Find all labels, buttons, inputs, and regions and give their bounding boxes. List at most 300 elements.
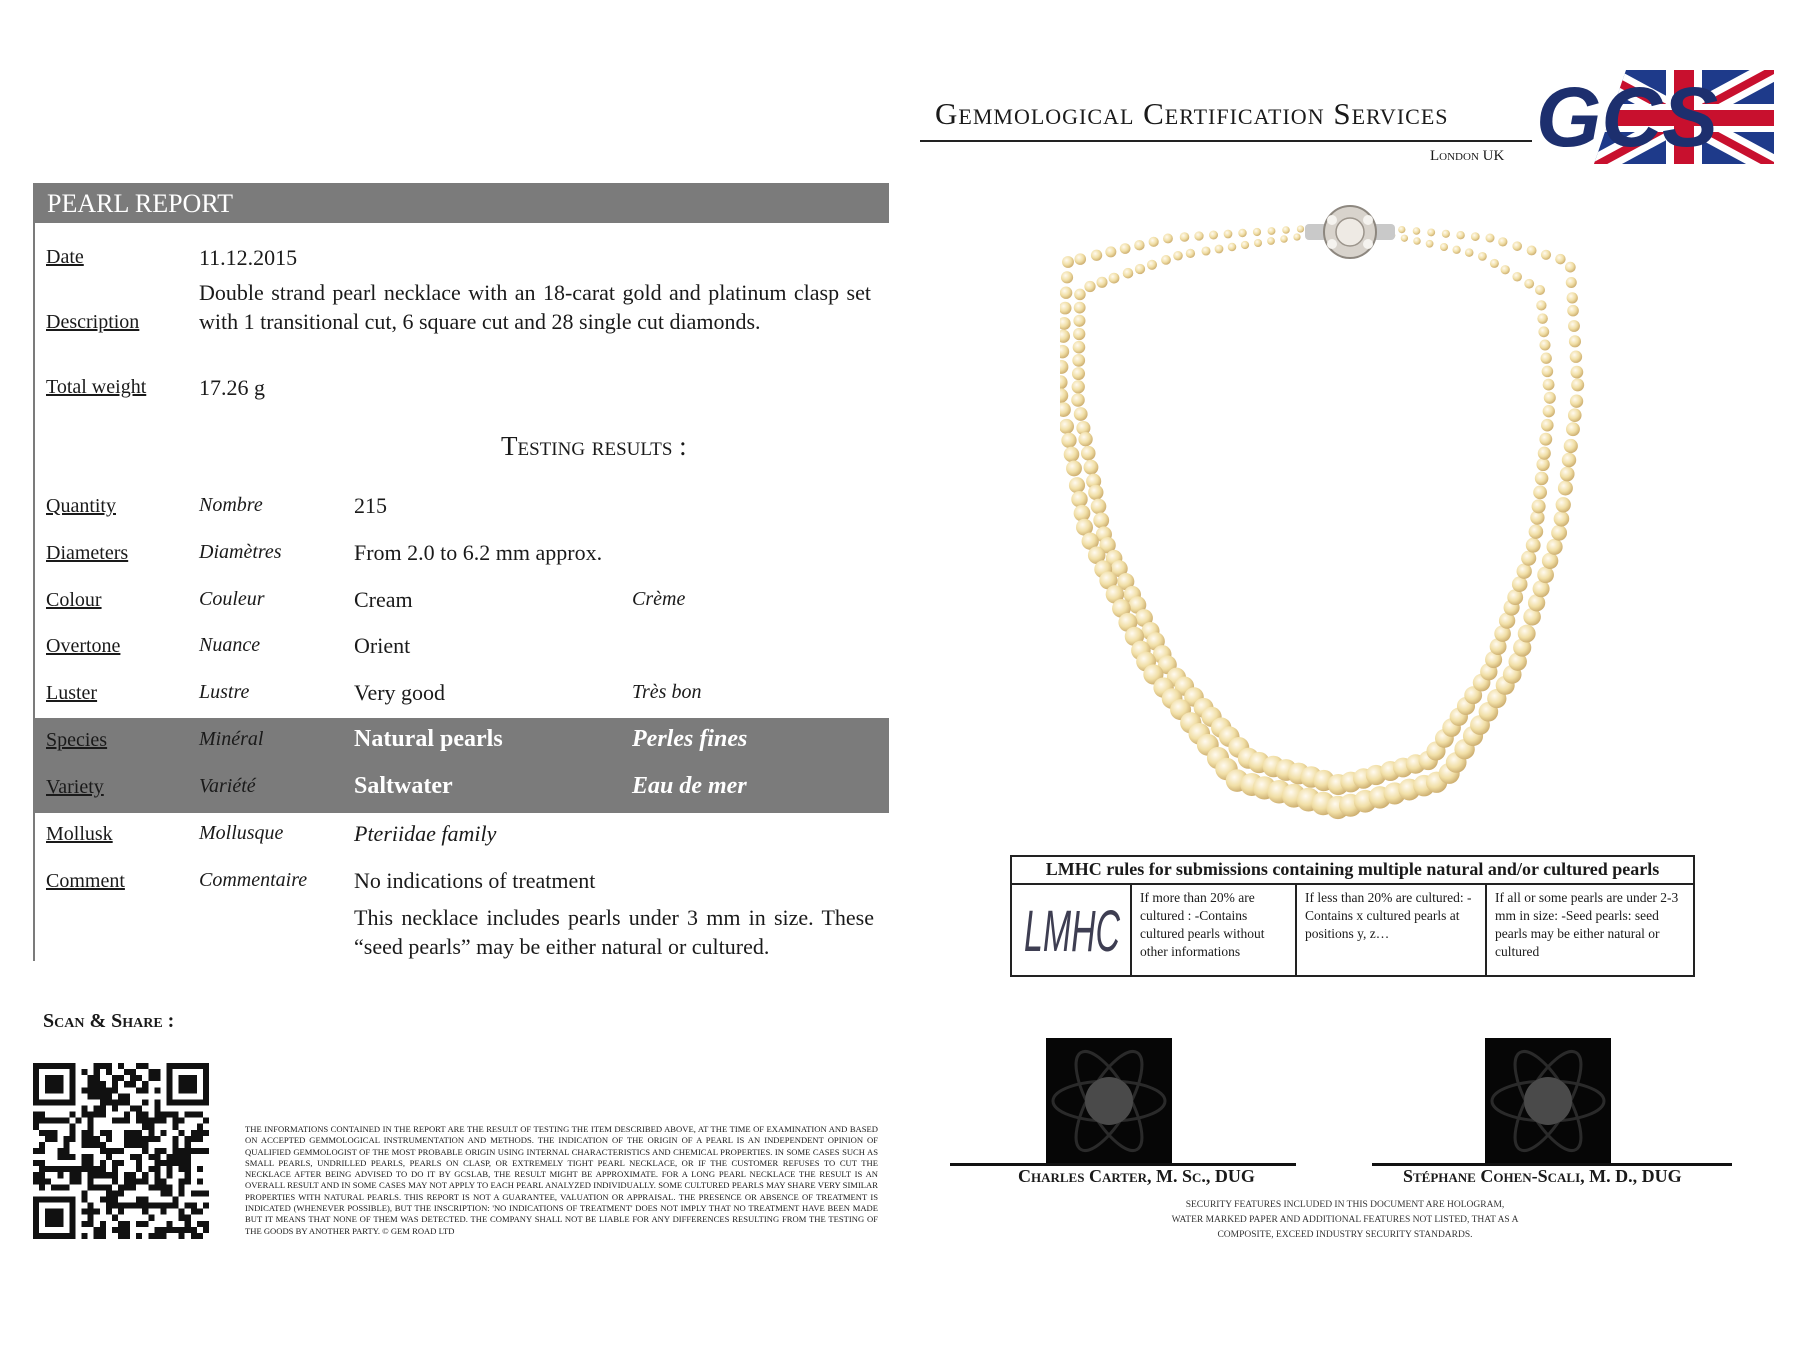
pearl [1194, 231, 1203, 240]
qr-module [167, 1184, 173, 1190]
qr-module [179, 1130, 185, 1136]
qr-module [63, 1184, 69, 1190]
variety-label-fr: Variété [199, 775, 256, 797]
pearl [1526, 538, 1541, 553]
qr-module [118, 1118, 124, 1124]
pearl [1074, 505, 1091, 522]
qr-module [124, 1093, 130, 1099]
pearl [1228, 243, 1237, 252]
qr-module [88, 1081, 94, 1087]
qr-module [57, 1166, 63, 1172]
qr-module [124, 1178, 130, 1184]
species-value: Natural pearls [354, 726, 503, 752]
qr-module [154, 1136, 160, 1142]
pearl-report [33, 183, 889, 961]
qr-module [142, 1124, 148, 1130]
pearl [1566, 422, 1580, 436]
lmhc-rules-box [1010, 855, 1695, 977]
variety-label: Variety [46, 776, 104, 798]
qr-module [185, 1178, 191, 1184]
qr-module [197, 1112, 203, 1118]
pearl [1565, 262, 1576, 273]
pearl [1186, 249, 1195, 258]
qr-module [82, 1190, 88, 1196]
pearl [1060, 402, 1071, 417]
gcs-logo [1534, 64, 1778, 172]
pearl [1091, 250, 1102, 261]
qr-module [148, 1124, 154, 1130]
qr-module [173, 1227, 179, 1233]
overtone-value: Orient [354, 633, 411, 658]
qr-module [118, 1160, 124, 1166]
qr-module [136, 1154, 142, 1160]
qr-module [88, 1221, 94, 1227]
qr-module [197, 1130, 203, 1136]
qr-module [124, 1233, 130, 1239]
qr-module [51, 1130, 57, 1136]
qr-module [88, 1124, 94, 1130]
qr-module [203, 1148, 209, 1154]
qr-module [136, 1063, 142, 1069]
diameters-label: Diameters [46, 542, 129, 564]
qr-module [136, 1142, 142, 1148]
qr-module [94, 1069, 100, 1075]
comment-label: Comment [46, 870, 125, 892]
qr-module [197, 1209, 203, 1215]
colour-value: Cream [354, 587, 413, 612]
report-title: PEARL REPORT [47, 189, 233, 218]
qr-module [130, 1203, 136, 1209]
qr-module [142, 1118, 148, 1124]
qr-module [160, 1118, 166, 1124]
mollusk-value: Pteriidae family [354, 821, 497, 846]
pearl [1554, 511, 1570, 527]
pearl [1060, 345, 1069, 359]
quantity-label-fr: Nombre [199, 494, 263, 516]
qr-module [191, 1233, 197, 1239]
qr-module [136, 1075, 142, 1081]
pearl [1536, 300, 1546, 310]
pearl [1060, 287, 1072, 299]
pearl [1535, 472, 1549, 486]
qr-module [69, 1112, 75, 1118]
qr-module [203, 1190, 209, 1196]
qr-module [154, 1087, 160, 1093]
species-label-fr: Minéral [199, 728, 264, 750]
pearl [1096, 277, 1107, 288]
qr-module [142, 1112, 148, 1118]
pearl [1527, 246, 1537, 256]
qr-module [94, 1227, 100, 1233]
qr-module [100, 1130, 106, 1136]
qr-module [124, 1142, 130, 1148]
qr-module [160, 1148, 166, 1154]
pearl [1535, 285, 1545, 295]
qr-module [148, 1184, 154, 1190]
qr-module [185, 1221, 191, 1227]
qr-module [167, 1160, 173, 1166]
qr-module [100, 1233, 106, 1239]
qr-module [94, 1087, 100, 1093]
pearl [1560, 467, 1575, 482]
qr-module [94, 1142, 100, 1148]
diameters-value: From 2.0 to 6.2 mm approx. [354, 540, 603, 565]
qr-module [142, 1087, 148, 1093]
qr-module [124, 1136, 130, 1142]
qr-module [106, 1087, 112, 1093]
pearl [1521, 551, 1536, 566]
qr-module [112, 1081, 118, 1087]
qr-module [179, 1209, 185, 1215]
qr-module [173, 1197, 179, 1203]
disclaimer-text: THE INFORMATIONS CONTAINED IN THE REPORT ARE THE RESULT OF TESTING THE ITEM DESCRIBED ABOVE, AT THE TIME OF EXAMINATION AND BASED ON ACCEPTED GEMMOLOGICAL INSTRUMENTATION AND METHODS. THE INDICATION OF THE ORIGIN OF A PEARL IS AN INDEPENDENT OPINION OF QUALIFIED GEMMOLOGIST OF THE MOST PROBABLE ORIGIN USING INTERNAL CHARACTERISTICS AND CHEMICAL PROPERTIES. IN SOME CASES SUCH AS SMALL PEARLS, UNDRILLED PEARLS, PEARLS ON CLASP, OR EXTREMELY TIGHT PEARL NECKLACE, OR IF THE CUSTOMER REFUSES TO CUT THE NECKLACE AFTER BEING ADVISED TO DO IT BY GCSLAB, THE RESULT MIGHT BE APPROXIMATE. FOR A LONG PEARL NECKLACE THE RESULT IS AN OVERALL RESULT AND IN SOME CASES MAY NOT APPLY TO EACH PEARL ANALYZED INDIVIDUALLY. SOME CULTURED PEARLS MAY SHARE VERY SIMILAR PROPERTIES WITH NATURAL PEARLS. THIS REPORT IS NOT A GUARANTEE, VALUATION OR APPRAISAL. THE PRESENCE OR ABSENCE OF TREATMENT IS INDICATED (WHENEVER POSSIBLE), BUT THE INSCRIPTION: 'NO INDICATIONS OF TREATMENT' DOES NOT IMPLY THAT NO TREATMENT HAVE BEEN MADE BUT IT MEANS THAT NONE OF THEM WAS DETECTED. THE COMPANY SHALL NOT BE LIABLE FOR ANY DIFFERENCES RESULTING FROM THE TESTING OF THE GOODS BY ANOTHER PARTY. © GEM ROAD LTD [245, 1124, 878, 1236]
qr-module [82, 1105, 88, 1111]
pearl [1539, 433, 1552, 446]
qr-module [118, 1099, 124, 1105]
qr-module [82, 1069, 88, 1075]
qr-module [191, 1130, 197, 1136]
pearl [1541, 353, 1552, 364]
qr-module [112, 1148, 118, 1154]
pearl [1072, 354, 1085, 367]
qr-module [88, 1178, 94, 1184]
quantity-label: Quantity [46, 495, 116, 517]
qr-module [57, 1118, 63, 1124]
qr-module [63, 1148, 69, 1154]
qr-module [124, 1221, 130, 1227]
pearl [1538, 447, 1551, 460]
qr-module [75, 1118, 81, 1124]
pearl [1215, 245, 1224, 254]
qr-module [94, 1233, 100, 1239]
qr-module [63, 1142, 69, 1148]
pearl [1201, 246, 1210, 255]
qr-module [148, 1069, 154, 1075]
qr-module [154, 1172, 160, 1178]
qr-module [142, 1209, 148, 1215]
pearl [1060, 375, 1068, 389]
pearl [1180, 232, 1190, 242]
qr-module [106, 1172, 112, 1178]
qr-module [39, 1118, 45, 1124]
qr-module [142, 1136, 148, 1142]
qr-module [112, 1172, 118, 1178]
qr-module [33, 1148, 39, 1154]
qr-module [197, 1233, 203, 1239]
pearl [1532, 499, 1546, 513]
colour-label-fr: Couleur [199, 588, 265, 610]
qr-module [33, 1112, 39, 1118]
qr-module [106, 1203, 112, 1209]
qr-module [94, 1172, 100, 1178]
qr-module [185, 1160, 191, 1166]
qr-module [160, 1209, 166, 1215]
qr-module [154, 1112, 160, 1118]
qr-module [100, 1112, 106, 1118]
qr-module [106, 1148, 112, 1154]
pearl [1074, 407, 1088, 421]
pearl [1073, 315, 1085, 327]
qr-module [88, 1184, 94, 1190]
qr-module [179, 1166, 185, 1172]
qr-module [142, 1172, 148, 1178]
qr-code-icon[interactable] [33, 1063, 209, 1239]
qr-module [100, 1142, 106, 1148]
qr-module [179, 1190, 185, 1196]
pearl [1426, 240, 1434, 248]
qr-module [100, 1081, 106, 1087]
qr-module [203, 1227, 209, 1233]
lmhc-logo [1012, 885, 1132, 977]
qr-module [142, 1142, 148, 1148]
qr-module [69, 1154, 75, 1160]
pearl [1558, 481, 1573, 496]
qr-module [160, 1233, 166, 1239]
qr-module [173, 1136, 179, 1142]
qr-module [94, 1136, 100, 1142]
diameters-label-fr: Diamètres [199, 541, 282, 563]
pearl [1570, 395, 1583, 408]
lmhc-rule-seed-pearls: If all or some pearls are under 2-3 mm in size: -Seed pearls: seed pearls may be either natural or cultured [1495, 890, 1679, 959]
qr-module [148, 1118, 154, 1124]
security-note: SECURITY FEATURES INCLUDED IN THIS DOCUMENT ARE HOLOGRAM, WATER MARKED PAPER AND ADDITIONAL FEATURES NOT LISTED, THAT AS A COMPOSITE, EXCEED INDUSTRY SECURITY STANDARDS. [1171, 1200, 1519, 1240]
qr-module [197, 1190, 203, 1196]
qr-module [167, 1112, 173, 1118]
pearl [1539, 339, 1550, 350]
qr-module [142, 1197, 148, 1203]
qr-module [100, 1166, 106, 1172]
qr-module [124, 1118, 130, 1124]
qr-module [118, 1148, 124, 1154]
pearl [1512, 272, 1522, 282]
qr-module [173, 1118, 179, 1124]
pearl [1501, 265, 1510, 274]
scan-share-title: Scan & Share : [43, 1010, 175, 1032]
qr-module [185, 1203, 191, 1209]
qr-module [112, 1178, 118, 1184]
qr-module [173, 1124, 179, 1130]
report-left-rule [33, 223, 35, 961]
qr-module [112, 1105, 118, 1111]
pearl [1452, 246, 1460, 254]
qr-module [148, 1075, 154, 1081]
pearl [1537, 566, 1554, 583]
pearl [1541, 250, 1551, 260]
qr-module [142, 1063, 148, 1069]
pearl [1498, 237, 1507, 246]
qr-module [45, 1075, 63, 1093]
qr-module [118, 1063, 124, 1069]
pearl [1061, 271, 1073, 283]
qr-module [197, 1221, 203, 1227]
qr-module [118, 1203, 124, 1209]
qr-module [160, 1190, 166, 1196]
pearl [1254, 239, 1262, 247]
company-location: London UK [1430, 148, 1505, 164]
qr-module [118, 1209, 124, 1215]
pearl [1533, 485, 1547, 499]
qr-module [100, 1221, 106, 1227]
pearl [1060, 419, 1074, 434]
qr-module [45, 1209, 63, 1227]
qr-module [130, 1075, 136, 1081]
qr-module [136, 1087, 142, 1093]
qr-module [197, 1178, 203, 1184]
pearl [1551, 525, 1567, 541]
pearl [1060, 330, 1070, 343]
comment-extra: This necklace includes pearls under 3 mm in size. These “seed pearls” may be either natural or cultured. [354, 905, 874, 959]
qr-module [197, 1136, 203, 1142]
qr-module [191, 1227, 197, 1233]
qr-module [160, 1203, 166, 1209]
qr-module [148, 1215, 154, 1221]
qr-module [75, 1172, 81, 1178]
qr-module [203, 1203, 209, 1209]
qr-module [39, 1184, 45, 1190]
qr-module [185, 1227, 191, 1233]
qr-module [124, 1184, 130, 1190]
qr-module [94, 1093, 100, 1099]
qr-module [112, 1118, 118, 1124]
qr-module [33, 1118, 39, 1124]
pearl [1123, 268, 1134, 279]
mollusk-label: Mollusk [46, 823, 113, 845]
qr-module [118, 1075, 124, 1081]
qr-module [106, 1136, 112, 1142]
qr-module [203, 1130, 209, 1136]
qr-module [173, 1112, 179, 1118]
qr-module [88, 1112, 94, 1118]
qr-module [57, 1154, 63, 1160]
qr-module [191, 1148, 197, 1154]
pearl [1401, 235, 1408, 242]
qr-module [82, 1112, 88, 1118]
qr-module [185, 1142, 191, 1148]
pearl [1147, 260, 1157, 270]
qr-module [154, 1227, 160, 1233]
pearl [1209, 231, 1218, 240]
qr-module [33, 1178, 39, 1184]
qr-module [124, 1172, 130, 1178]
pearl [1566, 277, 1577, 288]
qr-module [167, 1203, 173, 1209]
qr-module [136, 1178, 142, 1184]
qr-module [33, 1172, 39, 1178]
luster-label: Luster [46, 682, 98, 704]
pearl [1490, 259, 1499, 268]
lmhc-rule-over-20: If more than 20% are cultured : -Contains cultured pearls without other informations [1132, 885, 1297, 977]
overtone-label-fr: Nuance [199, 634, 261, 656]
pearl [1442, 230, 1450, 238]
pearl [1120, 243, 1131, 254]
pearl [1071, 491, 1087, 507]
pearl [1061, 433, 1076, 448]
comment-value: No indications of treatment [354, 868, 596, 893]
qr-module [130, 1142, 136, 1148]
pearl [1517, 564, 1532, 579]
pearl [1073, 341, 1086, 354]
qr-module [154, 1069, 160, 1075]
qr-module [154, 1233, 160, 1239]
qr-module [154, 1105, 160, 1111]
qr-module [88, 1209, 94, 1215]
qr-module [100, 1148, 106, 1154]
qr-module [100, 1197, 106, 1203]
qr-module [39, 1148, 45, 1154]
qr-module [154, 1184, 160, 1190]
pearl [1524, 279, 1534, 289]
qr-module [160, 1112, 166, 1118]
qr-module [130, 1184, 136, 1190]
qr-module [179, 1227, 185, 1233]
qr-module [191, 1112, 197, 1118]
species-value-fr: Perles fines [632, 726, 748, 752]
qr-module [88, 1130, 94, 1136]
qr-module [94, 1063, 100, 1069]
pearl [1541, 419, 1554, 432]
signature-seal-1 [1046, 1038, 1172, 1164]
qr-module [82, 1154, 88, 1160]
qr-module [69, 1172, 75, 1178]
pearl [1084, 460, 1099, 475]
qr-module [191, 1190, 197, 1196]
pearl [1224, 230, 1233, 239]
qr-module [112, 1203, 118, 1209]
qr-module [154, 1178, 160, 1184]
qr-module [160, 1227, 166, 1233]
pearl [1537, 313, 1548, 324]
qr-module [106, 1130, 112, 1136]
qr-module [112, 1190, 118, 1196]
qr-module [185, 1148, 191, 1154]
qr-module [45, 1178, 51, 1184]
mollusk-label-fr: Mollusque [199, 822, 284, 844]
qr-module [57, 1184, 63, 1190]
qr-module [106, 1069, 112, 1075]
qr-module [63, 1166, 69, 1172]
qr-module [88, 1154, 94, 1160]
qr-module [82, 1136, 88, 1142]
pearl [1297, 225, 1304, 232]
pearl [1543, 405, 1555, 417]
pearl [1091, 499, 1107, 515]
qr-module [173, 1203, 179, 1209]
header-rule [920, 140, 1532, 142]
pearl [1060, 317, 1071, 330]
pearl [1060, 360, 1068, 374]
qr-module [39, 1160, 45, 1166]
qr-module [112, 1099, 118, 1105]
qr-module [82, 1233, 88, 1239]
pearl [1556, 497, 1571, 512]
qr-module [75, 1166, 81, 1172]
pearl [1088, 485, 1103, 500]
qr-module [57, 1148, 63, 1154]
pearl [1571, 378, 1584, 391]
qr-module [94, 1166, 100, 1172]
qr-module [82, 1166, 88, 1172]
qr-module [100, 1184, 106, 1190]
qr-module [63, 1136, 69, 1142]
qr-module [191, 1203, 197, 1209]
qr-module [82, 1087, 88, 1093]
qr-module [45, 1166, 51, 1172]
pearl [1518, 625, 1536, 643]
qr-module [148, 1130, 154, 1136]
qr-module [185, 1136, 191, 1142]
qr-module [154, 1099, 160, 1105]
qr-module [130, 1130, 136, 1136]
